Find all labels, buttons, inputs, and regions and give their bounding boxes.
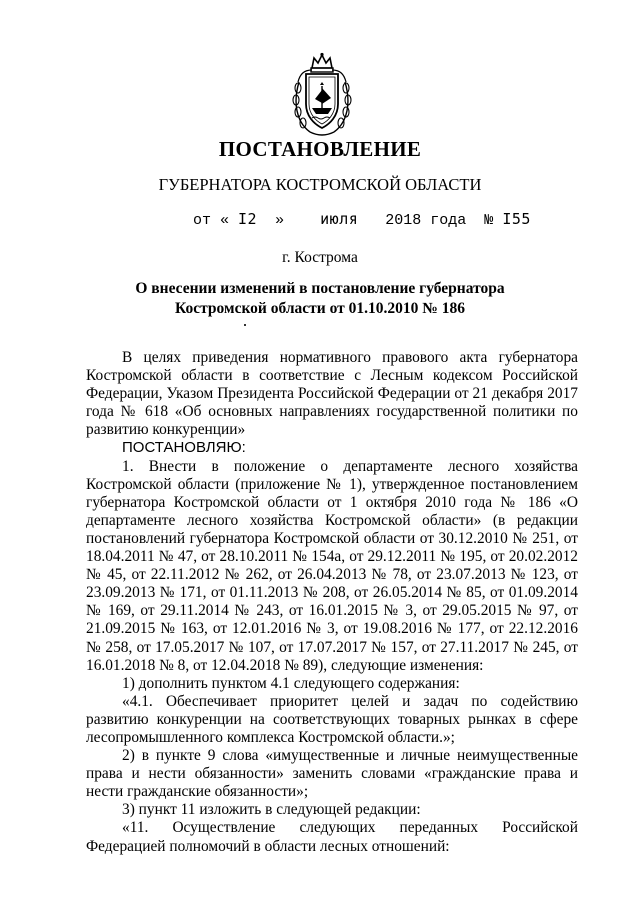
scan-speck (244, 324, 246, 326)
city-name: г. Кострома (282, 249, 358, 266)
coat-of-arms-emblem (290, 52, 354, 138)
subitem-1-paragraph: 1) дополнить пунктом 4.1 следующего содержания: (122, 674, 460, 692)
number-sign: № (484, 212, 494, 229)
decree-word: ПОСТАНОВЛЯЮ: (122, 439, 246, 457)
quote-11-paragraph: «11. Осуществление следующих переданных Российской Федерацией полномочий в области лесных отношений: (86, 819, 578, 855)
subitem-2-paragraph: 2) в пункте 9 слова «имущественные и личные неимущественные права и нести обязанности» заменить словами «гражданские права и нести гражданские обязанности»; (86, 747, 578, 801)
date-year: 2018 года (385, 212, 467, 229)
preamble-paragraph: В целях приведения нормативного правового акта губернатора Костромской области в соответствие с Лесным кодексом Российской Федерации, Указом Президента Российской Федерации от 21 декабря 2017 года № 618 «Об основных направлениях государственной политики по развитию конкуренции» (86, 349, 578, 439)
item-1-paragraph: 1. Внести в положение о департаменте лесного хозяйства Костромской области (приложение № 1), утвержденное постановлением губернатора Костромской области от 1 октября 2010 года № 186 «О департаменте лесного хозяйства Костромской области» (в редакции постановлений губернатора Костромской области от 30.12.2010 № 251, от 18.04.2011 № 47, от 28.10.2011 № 154а, от 29.12.2011 № 195, от 20.02.2012 № 45, от 22.11.2012 № 262, от 26.04.2013 № 78, от 23.07.2013 № 123, от 23.09.2013 № 171, от 01.11.2013 № 208, от 26.05.2014 № 85, от 01.09.2014 № 169, от 29.11.2014 № 243, от 16.01.2015 № 3, от 29.05.2015 № 97, от 21.09.2015 № 163, от 12.01.2016 № 3, от 19.08.2016 № 177, от 22.12.2016 № 258, от 17.05.2017 № 107, от 17.07.2017 № 157, от 27.11.2017 № 245, от 16.01.2018 № 8, от 12.04.2018 № 89), следующие изменения: (86, 457, 578, 674)
subitem-3-paragraph: 3) пункт 11 изложить в следующей редакции: (122, 801, 421, 819)
date-close: » (275, 212, 285, 229)
document-heading (0, 279, 640, 319)
document-body (86, 349, 578, 856)
document-number: I55 (502, 210, 531, 228)
document-title: ПОСТАНОВЛЕНИЕ (218, 137, 422, 161)
date-prefix: от « (193, 212, 230, 229)
quote-4-1-paragraph: «4.1. Обеспечивает приоритет целей и задач по содействию развитию конкуренции на соответствующих товарных рынках в сфере лесопромышленного комплекса Костромской области.»; (86, 692, 578, 746)
heading-line-1: О внесении изменений в постановление губернатора (135, 280, 505, 297)
coat-of-arms-icon (290, 52, 354, 138)
date-month: июля (320, 210, 359, 228)
date-number-line (193, 210, 531, 229)
date-day: I2 (238, 210, 258, 228)
heading-line-2: Костромской области от 01.10.2010 № 186 (175, 300, 465, 317)
document-issuer: ГУБЕРНАТОРА КОСТРОМСКОЙ ОБЛАСТИ (158, 175, 482, 194)
